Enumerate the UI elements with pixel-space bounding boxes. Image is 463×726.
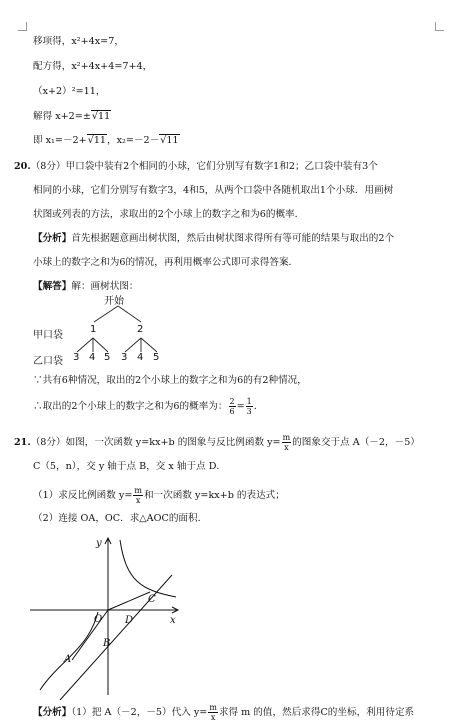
q20-number: 20. — [14, 161, 31, 172]
part1-text-a: （1）求反比例函数 y= — [33, 490, 133, 501]
q20-conclusion-1: ∵共有6种情况，取出的2个小球上的数字之和为6的有2种情况， — [33, 375, 307, 386]
tree-level2-node: 3 — [121, 352, 128, 363]
answer-text: 解：画树状图： — [71, 281, 139, 292]
q21-analysis — [33, 703, 414, 722]
fraction — [208, 703, 218, 722]
fraction-denominator: 6 — [229, 407, 235, 416]
fraction-numerator: m — [134, 486, 142, 495]
tree-level1-node: 2 — [137, 324, 144, 335]
radicand: 11 — [98, 111, 111, 122]
analysis-tag: 【分析】 — [33, 707, 72, 718]
fraction-denominator: x — [210, 713, 216, 722]
hyperbola-branch-q1 — [120, 540, 176, 597]
tree-level2-node: 5 — [153, 352, 160, 363]
fraction-denominator: x — [135, 496, 141, 505]
equals-sign: = — [236, 401, 245, 412]
solve-label: 解得 x+2=± — [33, 111, 91, 122]
q20-score: （8分） — [30, 161, 66, 172]
fraction-numerator: 2 — [229, 397, 235, 406]
hyperbola-branch-q3 — [40, 612, 98, 690]
sqrt-symbol: √11 — [91, 111, 111, 122]
q21-text-b: 的图象交于点 A（－2，－5） — [292, 437, 420, 448]
analysis-text: 首先根据题意画出树状图，然后由树状图求得所有等可能的结果与取出的2个 — [71, 233, 395, 244]
tree-bag-a-label: 甲口袋 — [33, 330, 63, 341]
step-complete-square: 配方得，x²+4x+4=7+4， — [33, 61, 153, 72]
q21-number: 21. — [14, 437, 31, 448]
roots-label: 即 x₁=－2+ — [33, 135, 87, 146]
sqrt-symbol: √11 — [87, 135, 107, 146]
tree-level2-node: 3 — [73, 352, 80, 363]
step-move-terms: 移项得，x²+4x=7， — [33, 36, 124, 47]
roots-mid: ，x₂=－2－ — [107, 135, 160, 146]
part1-text-b: 和一次函数 y=kx+b 的表达式； — [143, 490, 285, 501]
sqrt-symbol: √11 — [160, 135, 179, 146]
q20-text: 甲口袋中装有2个相同的小球，它们分别写有数字1和2；乙口袋中装有3个 — [65, 161, 378, 172]
q20-line-2: 相同的小球，它们分别写有数字3，4和5，从两个口袋中各随机取出1个小球．用画树 — [33, 185, 394, 196]
label-x: x — [170, 615, 176, 626]
q20-line-3: 状图或列表的方法，求取出的2个小球上的数字之和为6的概率． — [33, 209, 305, 220]
q21-part-2: （2）连接 OA，OC．求△AOC的面积． — [33, 513, 208, 524]
fraction-denominator: x — [284, 443, 289, 452]
label-O: O — [94, 614, 103, 625]
answer-tag: 【解答】 — [33, 281, 72, 292]
step-square-form: （x+2）²=11， — [33, 86, 106, 97]
q21-score: （8分） — [30, 437, 66, 448]
analysis-text-a: （1）把 A（－2，－5）代入 y= — [71, 707, 208, 718]
probability-text: ∴取出的2个小球上的数字之和为6的概率为： — [33, 401, 228, 412]
q20-analysis-2: 小球上的数字之和为6的情况，再利用概率公式即可求得答案． — [33, 257, 299, 268]
label-y: y — [96, 538, 102, 549]
label-A: A — [64, 654, 72, 665]
q21-line-2: C（5，n），交 y 轴于点 B，交 x 轴于点 D． — [33, 461, 227, 472]
q21-text-a: 如图，一次函数 y=kx+b 的图象与反比例函数 y= — [65, 437, 281, 448]
fraction-denominator: 3 — [246, 407, 252, 416]
tree-level1-node: 1 — [90, 324, 97, 335]
tree-level2-node: 4 — [137, 352, 144, 363]
radicand: 11 — [93, 135, 107, 146]
radicand: 11 — [166, 135, 179, 146]
label-B: B — [103, 638, 111, 649]
fraction-numerator: m — [209, 703, 217, 712]
fraction-numerator: m — [282, 433, 291, 442]
analysis-tag: 【分析】 — [33, 233, 72, 244]
label-C: C — [148, 594, 156, 605]
tree-level2-node: 5 — [104, 352, 111, 363]
label-D: D — [125, 615, 134, 626]
tree-level2-node: 4 — [89, 352, 96, 363]
period: ． — [253, 401, 264, 412]
analysis-text-b: 求得 m 的值，然后求得C的坐标，利用待定系 — [218, 707, 415, 718]
tree-root: 开始 — [104, 296, 124, 307]
tree-bag-b-label: 乙口袋 — [33, 356, 63, 367]
fraction-numerator: 1 — [246, 397, 252, 406]
